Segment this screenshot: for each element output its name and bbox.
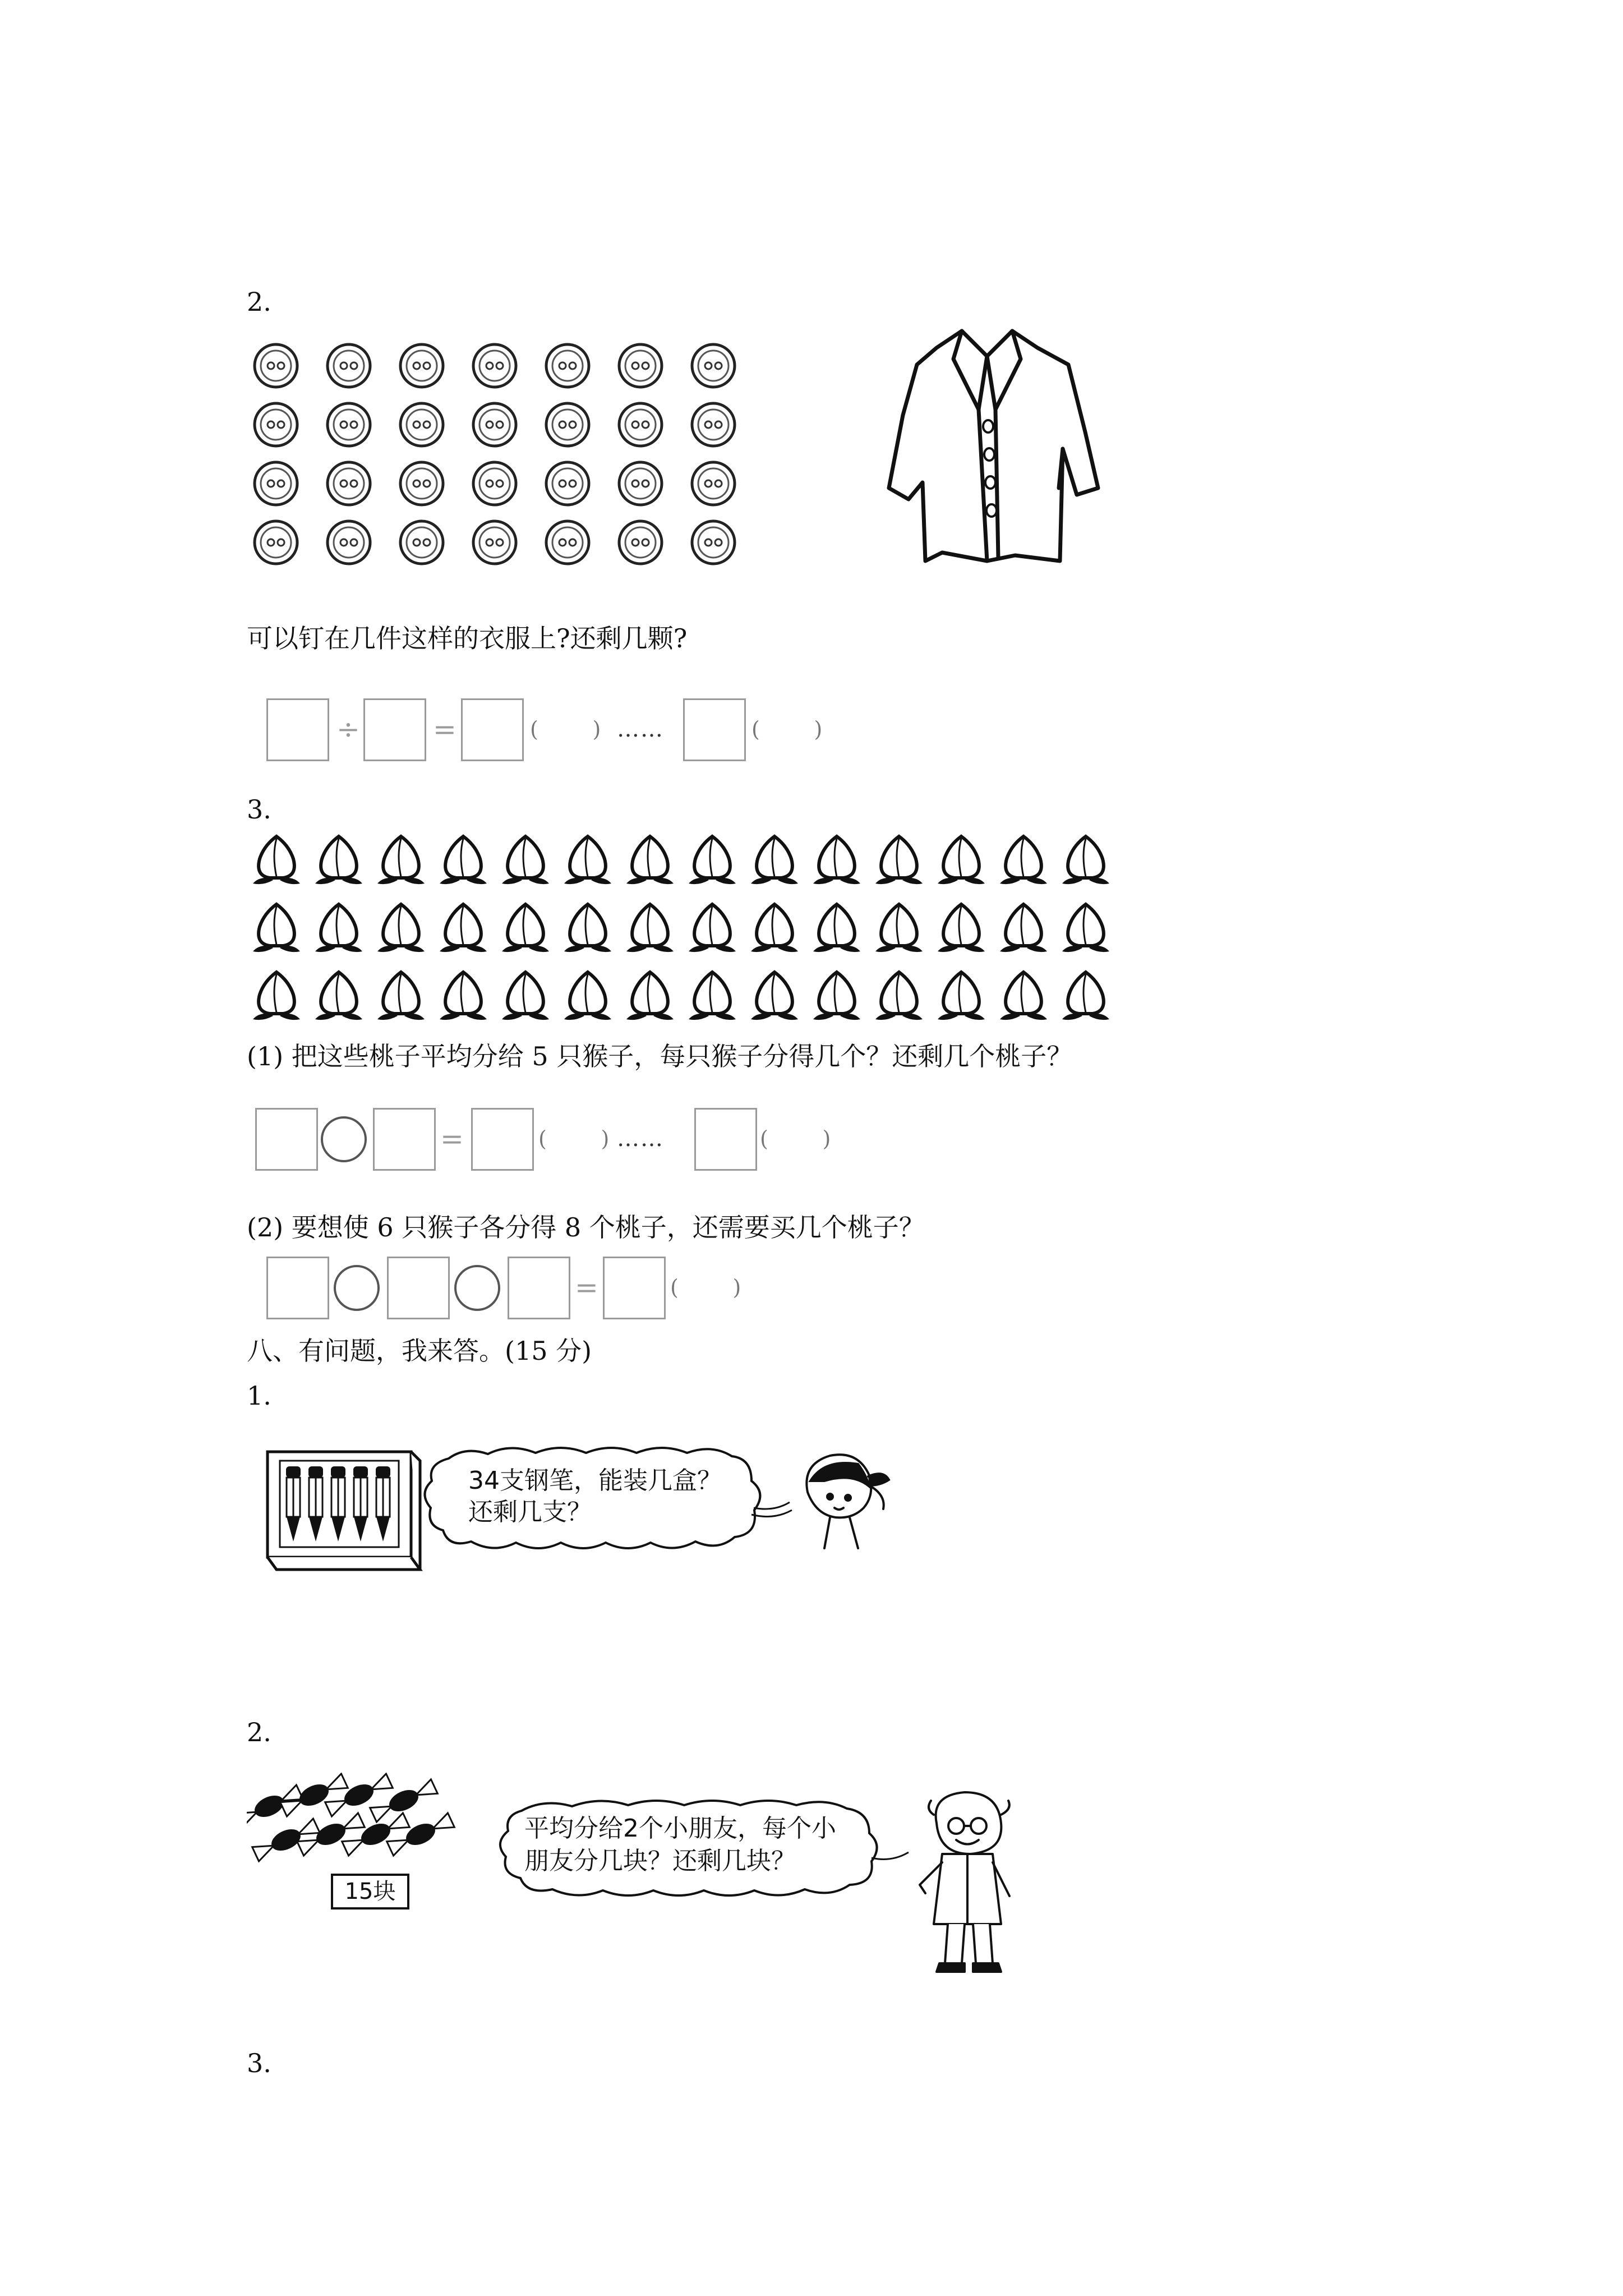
button-icon [325, 460, 372, 507]
bubble-text-line1: 34支钢笔，能装几盒？ [468, 1466, 722, 1495]
peach-icon [810, 901, 864, 955]
peach-icon [374, 969, 428, 1023]
peach-icon [997, 901, 1050, 955]
q3-sub2-question: (2) 要想使 6 只猴子各分得 8 个桃子，还需要买几个桃子？ [247, 1212, 925, 1243]
button-icon [398, 342, 445, 389]
button-icon [252, 519, 299, 566]
buttons-grid [252, 342, 763, 578]
peach-icon [436, 901, 490, 955]
unit-blank[interactable]: ( ) [538, 1126, 610, 1151]
button-icon [544, 401, 591, 448]
peach-icon [1059, 901, 1113, 955]
girl-character [785, 1442, 903, 1559]
button-icon [471, 519, 518, 566]
peach-icon [810, 833, 864, 887]
button-icon [617, 401, 664, 448]
button-icon [690, 401, 737, 448]
peach-icon [436, 833, 490, 887]
peach-icon [312, 969, 366, 1023]
peach-icon [810, 969, 864, 1023]
button-icon [544, 342, 591, 389]
q2-question: 可以钉在几件这样的衣服上?还剩几颗? [247, 623, 688, 654]
divide-sign: ÷ [336, 713, 360, 746]
peach-icon [623, 969, 677, 1023]
peach-icon [934, 901, 988, 955]
answer-box[interactable] [471, 1108, 534, 1171]
p1-number: 1. [247, 1381, 271, 1411]
button-icon [398, 519, 445, 566]
peach-icon [934, 833, 988, 887]
bubble-text-line2: 还剩几支？ [468, 1498, 592, 1526]
bubble-text-line2: 朋友分几块？还剩几块？ [524, 1847, 796, 1875]
button-icon [471, 401, 518, 448]
answer-box[interactable] [694, 1108, 757, 1171]
pen-box-illustration [261, 1447, 423, 1576]
candy-count-text: 15块 [344, 1879, 396, 1904]
peach-icon [748, 901, 801, 955]
answer-box[interactable] [266, 698, 329, 761]
unit-blank[interactable]: ( ) [751, 717, 823, 742]
unit-blank[interactable]: ( ) [670, 1275, 741, 1300]
peach-icon [250, 833, 303, 887]
button-icon [617, 342, 664, 389]
q3-number: 3. [247, 794, 271, 825]
peach-icon [374, 901, 428, 955]
peach-icon [997, 833, 1050, 887]
button-icon [690, 460, 737, 507]
peach-icon [561, 901, 615, 955]
peach-icon [934, 969, 988, 1023]
answer-box[interactable] [461, 698, 524, 761]
peach-icon [748, 833, 801, 887]
bubble-text-line1: 平均分给2个小朋友，每个小 [524, 1814, 836, 1843]
button-icon [471, 460, 518, 507]
peach-icon [436, 969, 490, 1023]
grandpa-character [909, 1784, 1032, 1986]
peach-icon [623, 833, 677, 887]
peach-icon [499, 901, 552, 955]
peaches-grid [250, 833, 1121, 1037]
button-icon [617, 519, 664, 566]
button-icon [252, 460, 299, 507]
shirt-illustration [864, 320, 1110, 572]
unit-blank[interactable]: ( ) [760, 1126, 831, 1151]
operator-circle[interactable] [454, 1265, 500, 1311]
peach-icon [250, 969, 303, 1023]
peach-icon [250, 901, 303, 955]
peach-icon [561, 833, 615, 887]
answer-box[interactable] [266, 1257, 329, 1319]
peach-icon [1059, 969, 1113, 1023]
peach-icon [374, 833, 428, 887]
answer-box[interactable] [508, 1257, 570, 1319]
button-icon [690, 342, 737, 389]
equals-sign: = [440, 1122, 464, 1155]
remainder-dots: …… [617, 1126, 664, 1152]
peach-icon [499, 969, 552, 1023]
remainder-dots: …… [617, 716, 664, 742]
button-icon [617, 460, 664, 507]
p3-number: 3. [247, 2048, 271, 2078]
peach-icon [623, 901, 677, 955]
p2-number: 2. [247, 1717, 271, 1747]
section-title: 八、有问题，我来答。(15 分) [247, 1336, 592, 1366]
peach-icon [1059, 833, 1113, 887]
q3-sub1-question: (1) 把这些桃子平均分给 5 只猴子，每只猴子分得几个？还剩几个桃子？ [247, 1041, 1073, 1071]
answer-box[interactable] [603, 1257, 666, 1319]
button-icon [325, 519, 372, 566]
button-icon [471, 342, 518, 389]
peach-icon [561, 969, 615, 1023]
button-icon [690, 519, 737, 566]
button-icon [252, 401, 299, 448]
peach-icon [748, 969, 801, 1023]
peach-icon [997, 969, 1050, 1023]
answer-box[interactable] [373, 1108, 436, 1171]
answer-box[interactable] [363, 698, 426, 761]
button-icon [325, 401, 372, 448]
operator-circle[interactable] [321, 1116, 367, 1162]
answer-box[interactable] [255, 1108, 318, 1171]
button-icon [398, 401, 445, 448]
answer-box[interactable] [683, 698, 746, 761]
button-icon [544, 460, 591, 507]
q2-number: 2. [247, 287, 271, 317]
peach-icon [872, 901, 926, 955]
candy-count-label [331, 1874, 409, 1910]
answer-box[interactable] [387, 1257, 450, 1319]
operator-circle[interactable] [334, 1265, 380, 1311]
peach-icon [685, 969, 739, 1023]
peach-icon [312, 833, 366, 887]
peach-icon [872, 833, 926, 887]
equals-sign: = [433, 713, 457, 746]
peach-icon [312, 901, 366, 955]
button-icon [398, 460, 445, 507]
peach-icon [499, 833, 552, 887]
equals-sign: = [575, 1271, 598, 1304]
peach-icon [685, 901, 739, 955]
peach-icon [685, 833, 739, 887]
unit-blank[interactable]: ( ) [530, 717, 601, 742]
button-icon [325, 342, 372, 389]
peach-icon [872, 969, 926, 1023]
button-icon [252, 342, 299, 389]
candy-illustration [247, 1773, 460, 1879]
button-icon [544, 519, 591, 566]
